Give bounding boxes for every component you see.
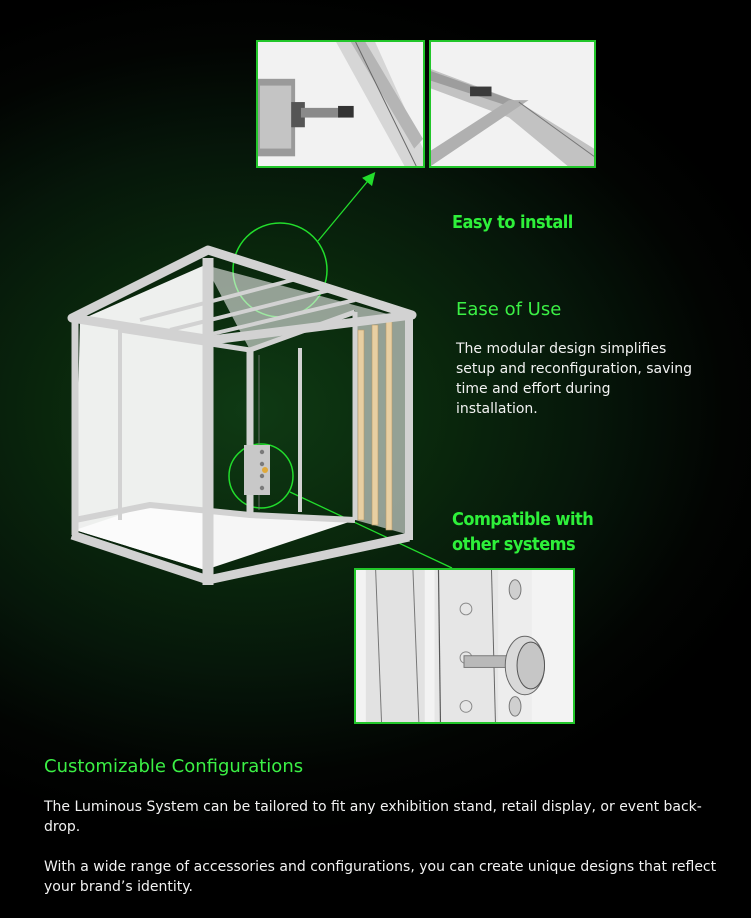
callout-compatible-line1: Compatible with (452, 509, 594, 530)
detail-photo-side-connection (354, 568, 575, 724)
ease-of-use-text: The modular design simplifies setup and reconfiguration, saving time and effort during installation. (456, 341, 693, 417)
callout-easy-to-install: Easy to install (452, 212, 573, 233)
customizable-heading: Customizable Configurations (44, 756, 304, 777)
customizable-paragraph-1: The Luminous System can be tailored to fit any exhibition stand, retail display, or event back-drop. (44, 799, 702, 835)
customizable-paragraph-2: With a wide range of accessories and configurations, you can create unique designs that reflect your brand’s identity. (44, 859, 717, 895)
detail-photo-corner (429, 40, 596, 168)
callout-compatible (452, 507, 593, 557)
callout-compatible-line2: other systems (452, 534, 576, 555)
frame-illustration (60, 245, 420, 590)
arrow-line-top (318, 176, 372, 241)
ease-of-use-heading: Ease of Use (456, 299, 562, 320)
detail-photo-connector (256, 40, 425, 168)
